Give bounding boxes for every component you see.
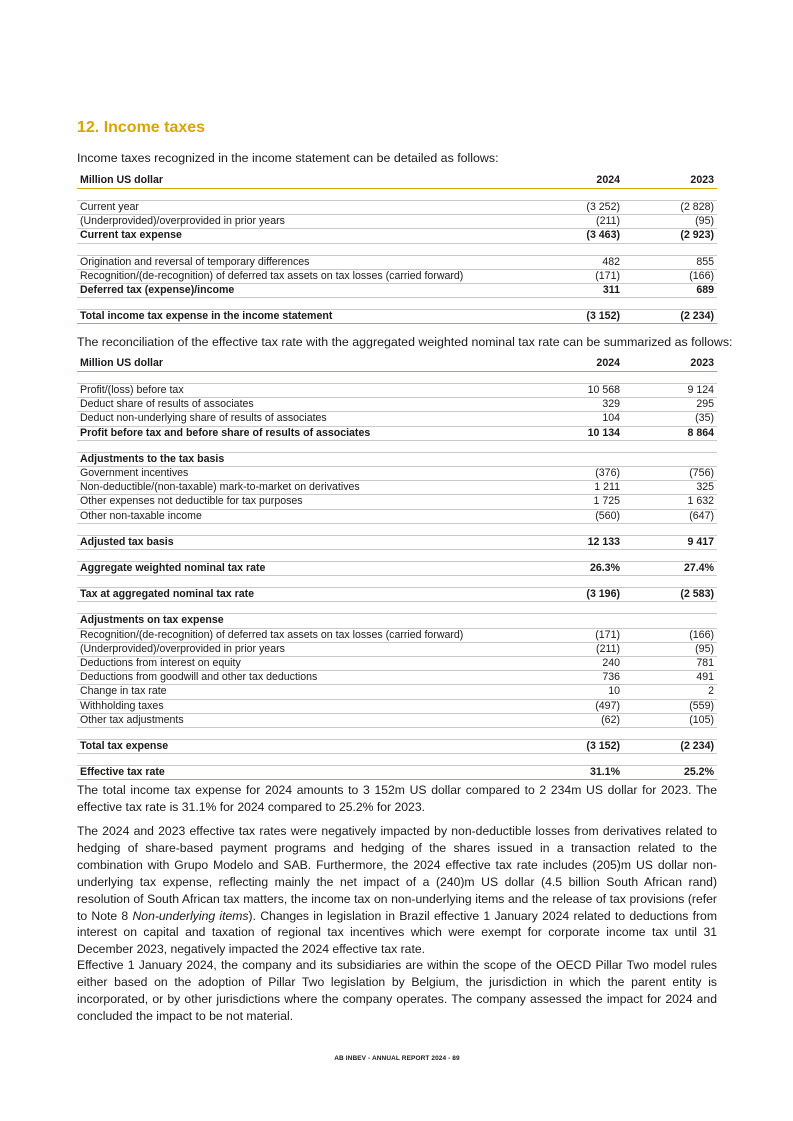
row-label: Aggregate weighted nominal tax rate: [77, 562, 529, 576]
row-value-2023: (2 234): [623, 740, 717, 754]
row-value-2023: (756): [623, 467, 717, 481]
table-row: [77, 384, 717, 398]
row-value-2023: 491: [623, 671, 717, 685]
spacer-row: [77, 602, 717, 614]
row-label: Current year: [77, 201, 529, 215]
table-row: [77, 562, 717, 576]
spacer-row: [77, 372, 717, 384]
row-value-2023: 689: [623, 284, 717, 298]
row-label: Deferred tax (expense)/income: [77, 284, 529, 298]
row-value-2023: (166): [623, 269, 717, 283]
row-value-2024: (560): [529, 509, 623, 523]
row-value-2024: 10 134: [529, 426, 623, 440]
paragraph-pillar-two: Effective 1 January 2024, the company and its subsidiaries are within the scope of the OECD Pillar Two model rules either based on the adoption of Pillar Two legislation by Belgium, the jurisdiction in which the parent entity is incorporated, or by other jurisdictions where the company operates. The company assessed the impact for 2024 and concluded the impact to be not material.: [77, 958, 717, 1023]
row-label: Withholding taxes: [77, 699, 529, 713]
row-label: Other non-taxable income: [77, 509, 529, 523]
table-row: [77, 201, 717, 215]
row-label: Other expenses not deductible for tax purposes: [77, 495, 529, 509]
row-value-2023: 27.4%: [623, 562, 717, 576]
table-row: [77, 467, 717, 481]
row-value-2024: (3 152): [529, 310, 623, 324]
table-row: [77, 495, 717, 509]
table-row: [77, 535, 717, 549]
table-row: [77, 642, 717, 656]
table-header: [77, 174, 717, 189]
table-row: [77, 699, 717, 713]
row-value-2024: (3 196): [529, 588, 623, 602]
table-row: [77, 740, 717, 754]
spacer-row: [77, 576, 717, 588]
row-value-2023: (647): [623, 509, 717, 523]
row-label: Recognition/(de-recognition) of deferred tax assets on tax losses (carried forward): [77, 269, 529, 283]
row-value-2024: 311: [529, 284, 623, 298]
row-value-2024: (62): [529, 713, 623, 727]
row-value-2023: 855: [623, 255, 717, 269]
row-value-2024: 10: [529, 685, 623, 699]
row-value-2024: (171): [529, 628, 623, 642]
table-row-total: [77, 310, 717, 324]
row-value-2023: (95): [623, 215, 717, 229]
table-row: [77, 269, 717, 283]
note-reference: Non-underlying items: [132, 908, 249, 923]
row-value-2024: 31.1%: [529, 766, 623, 780]
row-value-2023: 9 124: [623, 384, 717, 398]
row-value-2023: 8 864: [623, 426, 717, 440]
row-label: Tax at aggregated nominal tax rate: [77, 588, 529, 602]
table-row: [77, 588, 717, 602]
paragraph-text: ). Changes in legislation in Brazil effective 1 January 2024 related to deductions from interest on capital and taxation of regional tax incentives which were exempt for corporate income tax until 31 December 2023, negatively impacted the 2024 effective tax rate.: [77, 908, 717, 957]
row-value-2023: (166): [623, 628, 717, 642]
spacer-row: [77, 754, 717, 766]
row-value-2024: 240: [529, 657, 623, 671]
paragraph-total-tax: The total income tax expense for 2024 amounts to 3 152m US dollar compared to 2 234m US dollar for 2023. The effective tax rate is 31.1% for 2024 compared to 25.2% for 2023.: [77, 783, 717, 814]
row-label: Adjustments to the tax basis: [77, 452, 529, 466]
spacer-row: [77, 298, 717, 310]
row-value-2024: (497): [529, 699, 623, 713]
intro-text-2: The reconciliation of the effective tax rate with the aggregated weighted nominal tax rate can be summarized as follows:: [77, 335, 733, 349]
row-value-2024: 104: [529, 412, 623, 426]
spacer-row: [77, 523, 717, 535]
row-value-2024: (3 252): [529, 201, 623, 215]
row-label: Profit before tax and before share of results of associates: [77, 426, 529, 440]
paragraph-effective-rate-impacts: [77, 823, 717, 958]
row-value-2023: 25.2%: [623, 766, 717, 780]
row-value-2023: 2: [623, 685, 717, 699]
tax-rate-reconciliation-table: [77, 357, 717, 780]
spacer-row: [77, 189, 717, 201]
row-label: Government incentives: [77, 467, 529, 481]
header-label: Million US dollar: [77, 174, 529, 189]
header-year-2024: 2024: [529, 357, 623, 372]
table-row: [77, 628, 717, 642]
row-label: Deductions from goodwill and other tax deductions: [77, 671, 529, 685]
table-row: [77, 284, 717, 298]
row-label: Origination and reversal of temporary differences: [77, 255, 529, 269]
intro-text-1: Income taxes recognized in the income statement can be detailed as follows:: [77, 151, 499, 165]
row-value-2023: 295: [623, 398, 717, 412]
row-label: Deductions from interest on equity: [77, 657, 529, 671]
row-value-2024: (3 463): [529, 229, 623, 243]
row-label: Total tax expense: [77, 740, 529, 754]
table-row: [77, 685, 717, 699]
row-value-2023: (2 923): [623, 229, 717, 243]
row-value-2023: [623, 614, 717, 628]
row-label: Adjusted tax basis: [77, 535, 529, 549]
row-label: Change in tax rate: [77, 685, 529, 699]
row-value-2024: 482: [529, 255, 623, 269]
spacer-row: [77, 440, 717, 452]
section-title: 12. Income taxes: [77, 119, 206, 136]
table-row: [77, 229, 717, 243]
table-row-total: [77, 766, 717, 780]
row-value-2023: (559): [623, 699, 717, 713]
page-footer: AB INBEV - ANNUAL REPORT 2024 - 89: [334, 1055, 460, 1062]
row-label: Deduct non-underlying share of results of associates: [77, 412, 529, 426]
row-value-2023: [623, 452, 717, 466]
table-row: [77, 398, 717, 412]
row-value-2024: 26.3%: [529, 562, 623, 576]
table-row: [77, 509, 717, 523]
row-label: Non-deductible/(non-taxable) mark-to-market on derivatives: [77, 481, 529, 495]
header-year-2023: 2023: [623, 357, 717, 372]
row-value-2024: 329: [529, 398, 623, 412]
row-value-2023: 9 417: [623, 535, 717, 549]
row-value-2023: (95): [623, 642, 717, 656]
row-value-2024: [529, 614, 623, 628]
header-year-2023: 2023: [623, 174, 717, 189]
spacer-row: [77, 550, 717, 562]
row-value-2024: (211): [529, 642, 623, 656]
table-row-subheading: [77, 614, 717, 628]
row-value-2023: (2 828): [623, 201, 717, 215]
row-value-2024: (3 152): [529, 740, 623, 754]
table-row-subheading: [77, 452, 717, 466]
row-value-2023: 781: [623, 657, 717, 671]
row-value-2024: 12 133: [529, 535, 623, 549]
header-label: Million US dollar: [77, 357, 529, 372]
header-year-2024: 2024: [529, 174, 623, 189]
row-value-2024: 1 725: [529, 495, 623, 509]
row-label: Total income tax expense in the income statement: [77, 310, 529, 324]
table-row: [77, 671, 717, 685]
paragraph-text: The 2024 and 2023 effective tax rates were negatively impacted by non-deductible losses from derivatives related to hedging of share-based payment programs and hedging of the shares issued in a transaction related to the combination with Grupo Modelo and SAB. Furthermore, the 2024 effective tax rate includes (205)m US dollar non-underlying tax expense, reflecting mainly the net impact of a (240)m US dollar (4.5 billion South African rand) resolution of South African tax matters, the income tax on non-underlying items and the release of tax provisions (refer to Note 8: [77, 824, 717, 923]
income-tax-table: [77, 174, 717, 324]
row-label: Deduct share of results of associates: [77, 398, 529, 412]
row-value-2024: (211): [529, 215, 623, 229]
row-value-2023: (35): [623, 412, 717, 426]
row-label: Effective tax rate: [77, 766, 529, 780]
row-label: Current tax expense: [77, 229, 529, 243]
row-value-2024: (171): [529, 269, 623, 283]
row-label: (Underprovided)/overprovided in prior years: [77, 642, 529, 656]
row-label: (Underprovided)/overprovided in prior years: [77, 215, 529, 229]
table-row: [77, 426, 717, 440]
row-value-2024: 736: [529, 671, 623, 685]
table-row: [77, 215, 717, 229]
row-label: Adjustments on tax expense: [77, 614, 529, 628]
row-label: Profit/(loss) before tax: [77, 384, 529, 398]
row-value-2024: 1 211: [529, 481, 623, 495]
spacer-row: [77, 243, 717, 255]
row-value-2023: (2 583): [623, 588, 717, 602]
table-row: [77, 713, 717, 727]
row-value-2024: 10 568: [529, 384, 623, 398]
row-value-2023: (2 234): [623, 310, 717, 324]
spacer-row: [77, 728, 717, 740]
row-value-2024: (376): [529, 467, 623, 481]
row-value-2023: 325: [623, 481, 717, 495]
row-label: Recognition/(de-recognition) of deferred tax assets on tax losses (carried forward): [77, 628, 529, 642]
row-value-2023: (105): [623, 713, 717, 727]
row-value-2023: 1 632: [623, 495, 717, 509]
table-row: [77, 255, 717, 269]
table-row: [77, 481, 717, 495]
table-header: [77, 357, 717, 372]
row-value-2024: [529, 452, 623, 466]
table-row: [77, 412, 717, 426]
row-label: Other tax adjustments: [77, 713, 529, 727]
table-row: [77, 657, 717, 671]
